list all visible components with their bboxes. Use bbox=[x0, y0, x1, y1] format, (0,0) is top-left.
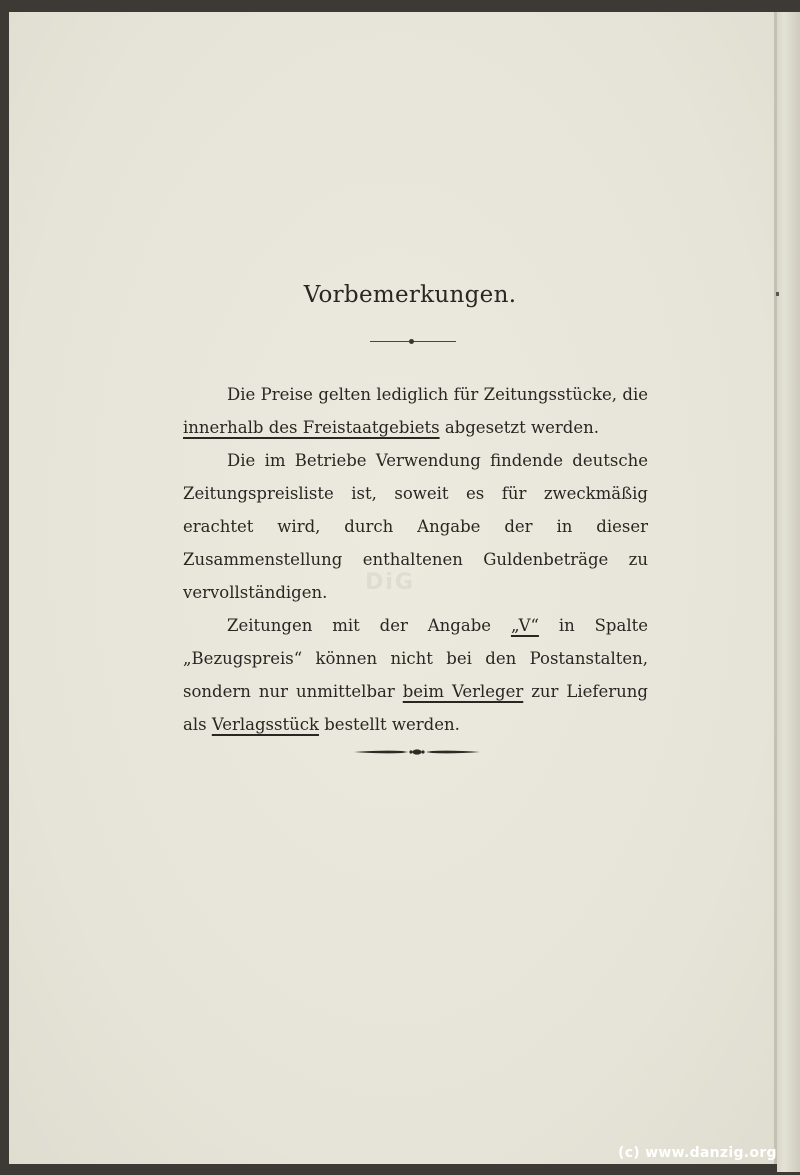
underlined-phrase: beim Verleger bbox=[402, 682, 524, 701]
ornament-dot bbox=[421, 750, 424, 753]
ornament-line-left bbox=[354, 751, 408, 754]
paragraph bbox=[183, 378, 648, 444]
text-segment: Die Preise gelten lediglich für Zeitungsstücke, die bbox=[227, 385, 648, 404]
text-segment: bestellt werden. bbox=[319, 715, 460, 734]
text-segment: abgesetzt werden. bbox=[439, 418, 599, 437]
paragraph bbox=[183, 609, 648, 741]
next-page-edge bbox=[777, 12, 800, 1172]
page-title: Vorbemerkungen. bbox=[303, 282, 517, 308]
ornament-dot bbox=[409, 750, 412, 753]
ornament-center bbox=[413, 749, 422, 754]
underlined-phrase: Verlagsstück bbox=[211, 715, 319, 734]
ornament-line-right bbox=[426, 751, 480, 754]
text-segment: Zeitungen mit der Angabe bbox=[227, 616, 511, 635]
copyright-notice: (c) www.danzig.org bbox=[618, 1145, 777, 1161]
closing-ornament bbox=[352, 744, 482, 760]
title-divider-dot bbox=[409, 339, 414, 344]
text-segment: zur Lieferung als bbox=[183, 682, 648, 734]
underlined-phrase: innerhalb des Freistaatgebiets bbox=[183, 418, 440, 437]
text-segment: in Spalte „Bezugspreis“ können nicht bei den Postanstalten, sondern nur unmittelbar bbox=[183, 616, 648, 701]
text-segment: Die im Betriebe Verwendung findende deutsche Zeitungspreisliste ist, soweit es für zweckmäßig erachtet wird, durch Angabe der in dieser Zusammenstellung enthaltenen Guldenbeträge zu vervollständigen. bbox=[183, 451, 648, 602]
watermark-logo: DiG bbox=[365, 570, 415, 595]
underlined-phrase: „V“ bbox=[510, 616, 539, 635]
paragraph bbox=[183, 444, 648, 609]
body-text bbox=[183, 378, 648, 741]
